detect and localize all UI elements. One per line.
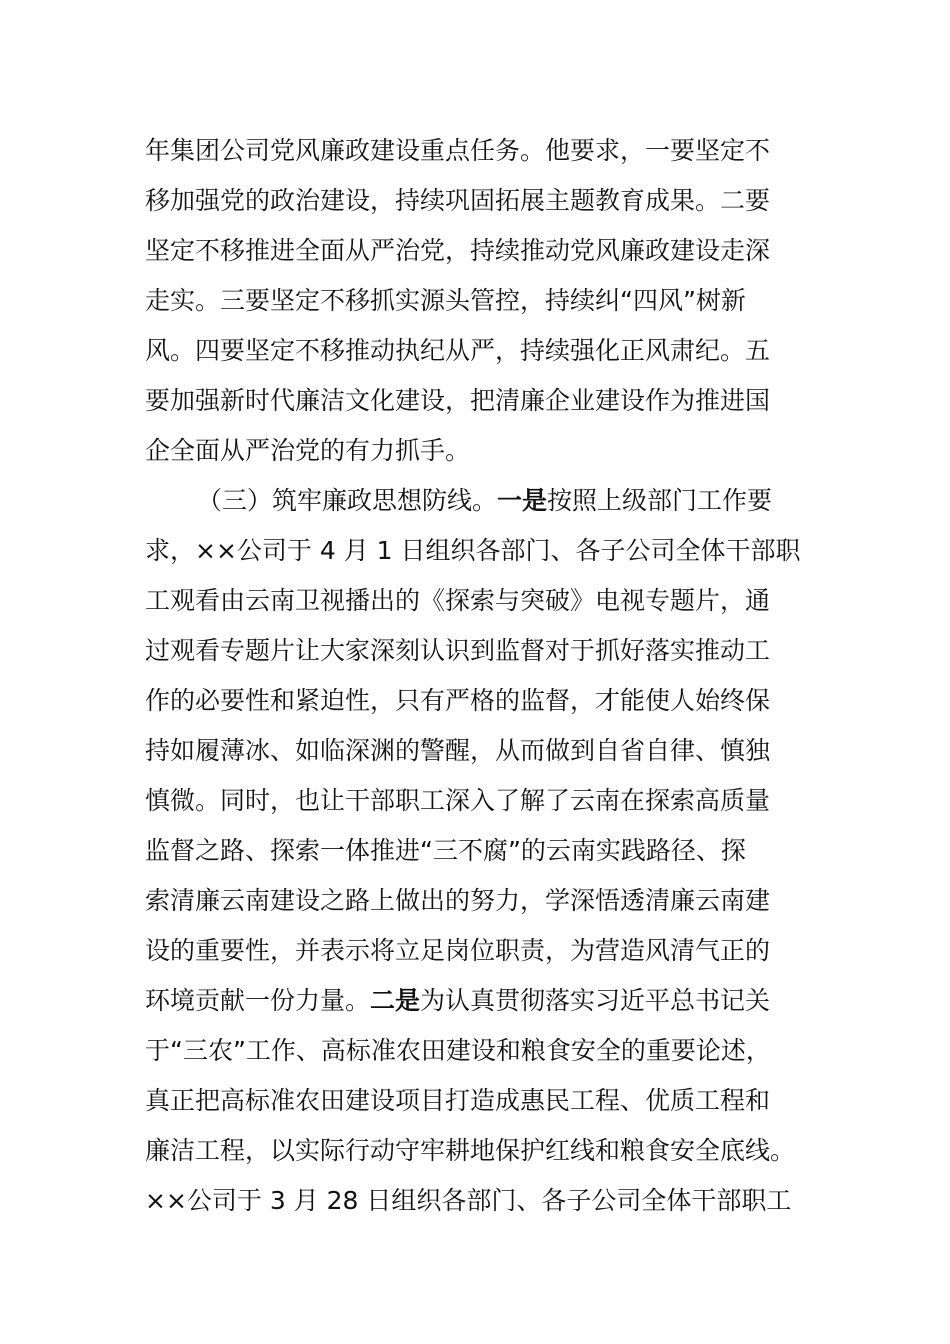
first-point-marker: 一是	[497, 486, 548, 515]
text-line: 设的重要性，并表示将立足岗位职责，为营造风清气正的	[145, 936, 771, 965]
text-line: 于“三农”工作、高标准农田建设和粮食安全的重要论述，	[145, 1036, 771, 1065]
text-line: 风。四要坚定不移推动执纪从严，持续强化正风肃纪。五	[145, 336, 771, 365]
second-point-marker: 二是	[370, 986, 421, 1015]
text-line: 年集团公司党风廉政建设重点任务。他要求，一要坚定不	[145, 136, 771, 165]
text-line: 慎微。同时，也让干部职工深入了解了云南在探索高质量	[145, 786, 771, 815]
text-line: 真正把高标准农田建设项目打造成惠民工程、优质工程和	[145, 1086, 771, 1115]
text-span: 环境贡献一份力量。	[145, 986, 371, 1015]
text-line: 要加强新时代廉洁文化建设，把清廉企业建设作为推进国	[145, 386, 771, 415]
section-first-line	[145, 476, 805, 526]
document-body	[145, 126, 805, 1226]
text-line	[145, 976, 805, 1026]
text-line: 过观看专题片让大家深刻认识到监督对于抓好落实推动工	[145, 636, 771, 665]
text-line: 移加强党的政治建设，持续巩固拓展主题教育成果。二要	[145, 186, 771, 215]
section-heading: （三）筑牢廉政思想防线。	[197, 486, 498, 515]
text-line: ××公司于 3 月 28 日组织各部门、各子公司全体干部职工	[145, 1186, 792, 1215]
text-line: 工观看由云南卫视播出的《探索与突破》电视专题片，通	[145, 586, 771, 615]
text-span: 为认真贯彻落实习近平总书记关	[420, 986, 771, 1015]
text-line: 坚定不移推进全面从严治党，持续推动党风廉政建设走深	[145, 236, 771, 265]
text-line: 企全面从严治党的有力抓手。	[145, 436, 471, 465]
paragraph-section-three	[145, 476, 805, 1226]
text-span: 按照上级部门工作要	[547, 486, 773, 515]
text-line: 走实。三要坚定不移抓实源头管控，持续纠“四风”树新	[145, 286, 746, 315]
paragraph-continuation	[145, 126, 805, 476]
text-line: 索清廉云南建设之路上做出的努力，学深悟透清廉云南建	[145, 886, 771, 915]
text-line: 持如履薄冰、如临深渊的警醒，从而做到自省自律、慎独	[145, 736, 771, 765]
text-line: 作的必要性和紧迫性，只有严格的监督，才能使人始终保	[145, 686, 771, 715]
text-line: 监督之路、探索一体推进“三不腐”的云南实践路径、探	[145, 836, 746, 865]
text-line: 求，××公司于 4 月 1 日组织各部门、各子公司全体干部职	[145, 536, 801, 565]
text-line: 廉洁工程，以实际行动守牢耕地保护红线和粮食安全底线。	[145, 1136, 796, 1165]
